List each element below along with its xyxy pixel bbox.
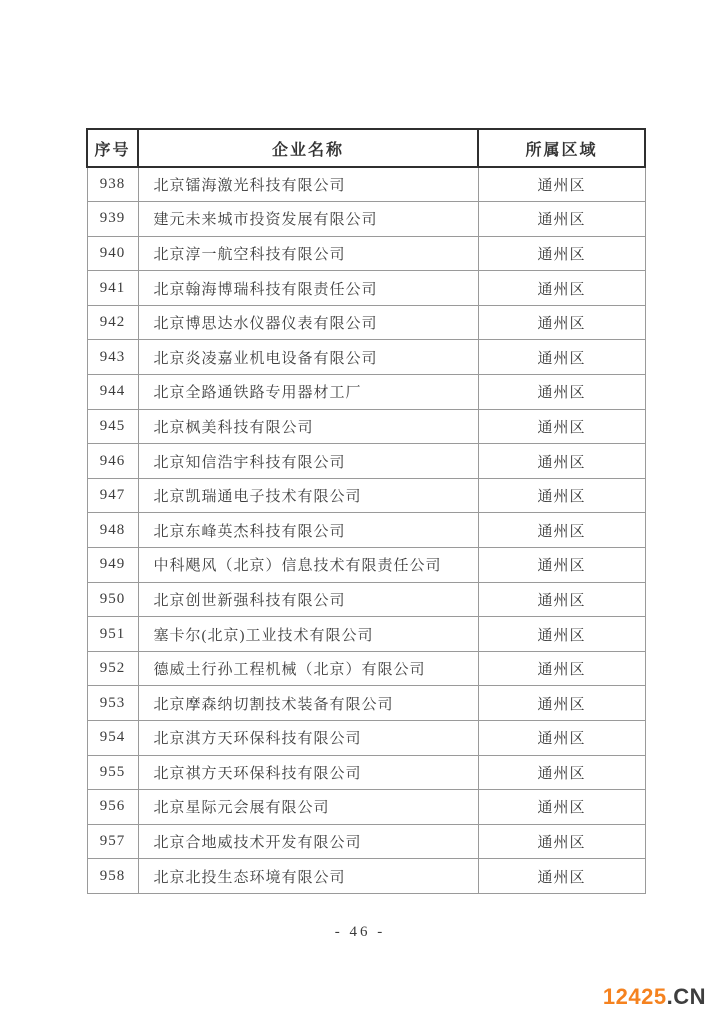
region-cell: 通州区 xyxy=(478,859,645,894)
serial-cell: 944 xyxy=(87,375,138,410)
table-row xyxy=(87,202,645,237)
company-name-cell: 北京星际元会展有限公司 xyxy=(138,790,478,825)
table-row xyxy=(87,686,645,721)
company-name-cell: 北京炎凌嘉业机电设备有限公司 xyxy=(138,340,478,375)
serial-cell: 939 xyxy=(87,202,138,237)
company-name-cell: 北京祺方天环保科技有限公司 xyxy=(138,755,478,790)
company-name-cell: 北京翰海博瑞科技有限责任公司 xyxy=(138,271,478,306)
serial-cell: 949 xyxy=(87,548,138,583)
table-row xyxy=(87,651,645,686)
serial-cell: 938 xyxy=(87,167,138,202)
region-cell: 通州区 xyxy=(478,755,645,790)
table-row xyxy=(87,859,645,894)
company-name-cell: 北京淳一航空科技有限公司 xyxy=(138,236,478,271)
serial-cell: 947 xyxy=(87,478,138,513)
table-row xyxy=(87,409,645,444)
serial-cell: 946 xyxy=(87,444,138,479)
table-row xyxy=(87,513,645,548)
table-row xyxy=(87,790,645,825)
region-cell: 通州区 xyxy=(478,548,645,583)
serial-cell: 951 xyxy=(87,617,138,652)
region-cell: 通州区 xyxy=(478,790,645,825)
company-name-cell: 德威土行孙工程机械（北京）有限公司 xyxy=(138,651,478,686)
company-name-cell: 建元未来城市投资发展有限公司 xyxy=(138,202,478,237)
watermark xyxy=(603,984,706,1010)
header-region: 所属区域 xyxy=(478,129,645,167)
region-cell: 通州区 xyxy=(478,167,645,202)
serial-cell: 955 xyxy=(87,755,138,790)
region-cell: 通州区 xyxy=(478,202,645,237)
table-row xyxy=(87,236,645,271)
region-cell: 通州区 xyxy=(478,444,645,479)
region-cell: 通州区 xyxy=(478,375,645,410)
company-name-cell: 北京枫美科技有限公司 xyxy=(138,409,478,444)
table-row xyxy=(87,721,645,756)
table-row xyxy=(87,548,645,583)
serial-cell: 941 xyxy=(87,271,138,306)
region-cell: 通州区 xyxy=(478,617,645,652)
serial-cell: 940 xyxy=(87,236,138,271)
serial-cell: 948 xyxy=(87,513,138,548)
company-name-cell: 北京知信浩宇科技有限公司 xyxy=(138,444,478,479)
table-row xyxy=(87,444,645,479)
serial-cell: 958 xyxy=(87,859,138,894)
company-name-cell: 北京创世新强科技有限公司 xyxy=(138,582,478,617)
serial-cell: 945 xyxy=(87,409,138,444)
serial-cell: 956 xyxy=(87,790,138,825)
company-name-cell: 北京凯瑞通电子技术有限公司 xyxy=(138,478,478,513)
region-cell: 通州区 xyxy=(478,478,645,513)
table-row xyxy=(87,305,645,340)
table-row xyxy=(87,755,645,790)
table-row xyxy=(87,582,645,617)
company-name-cell: 北京摩森纳切割技术装备有限公司 xyxy=(138,686,478,721)
region-cell: 通州区 xyxy=(478,686,645,721)
page-number: - 46 - xyxy=(334,924,386,940)
company-name-cell: 北京镭海激光科技有限公司 xyxy=(138,167,478,202)
serial-cell: 957 xyxy=(87,824,138,859)
region-cell: 通州区 xyxy=(478,824,645,859)
watermark-number: 12425 xyxy=(602,984,667,1009)
header-serial-number: 序号 xyxy=(87,129,138,167)
company-name-cell: 北京北投生态环境有限公司 xyxy=(138,859,478,894)
company-name-cell: 塞卡尔(北京)工业技术有限公司 xyxy=(138,617,478,652)
table-row xyxy=(87,340,645,375)
table-row xyxy=(87,824,645,859)
region-cell: 通州区 xyxy=(478,651,645,686)
table-row xyxy=(87,375,645,410)
company-name-cell: 北京淇方天环保科技有限公司 xyxy=(138,721,478,756)
table-row xyxy=(87,617,645,652)
header-company-name: 企业名称 xyxy=(138,129,478,167)
serial-cell: 953 xyxy=(87,686,138,721)
table-row xyxy=(87,478,645,513)
serial-cell: 942 xyxy=(87,305,138,340)
region-cell: 通州区 xyxy=(478,582,645,617)
serial-cell: 954 xyxy=(87,721,138,756)
region-cell: 通州区 xyxy=(478,305,645,340)
table-header-row xyxy=(87,129,645,167)
serial-cell: 943 xyxy=(87,340,138,375)
serial-cell: 950 xyxy=(87,582,138,617)
region-cell: 通州区 xyxy=(478,409,645,444)
company-name-cell: 北京全路通铁路专用器材工厂 xyxy=(138,375,478,410)
region-cell: 通州区 xyxy=(478,721,645,756)
region-cell: 通州区 xyxy=(478,513,645,548)
company-name-cell: 北京博思达水仪器仪表有限公司 xyxy=(138,305,478,340)
serial-cell: 952 xyxy=(87,651,138,686)
company-list-table xyxy=(86,128,646,894)
company-name-cell: 北京东峰英杰科技有限公司 xyxy=(138,513,478,548)
table-row xyxy=(87,271,645,306)
company-name-cell: 北京合地威技术开发有限公司 xyxy=(138,824,478,859)
watermark-tld: .CN xyxy=(666,984,706,1009)
company-name-cell: 中科飓风（北京）信息技术有限责任公司 xyxy=(138,548,478,583)
table-row xyxy=(87,167,645,202)
region-cell: 通州区 xyxy=(478,340,645,375)
region-cell: 通州区 xyxy=(478,271,645,306)
region-cell: 通州区 xyxy=(478,236,645,271)
